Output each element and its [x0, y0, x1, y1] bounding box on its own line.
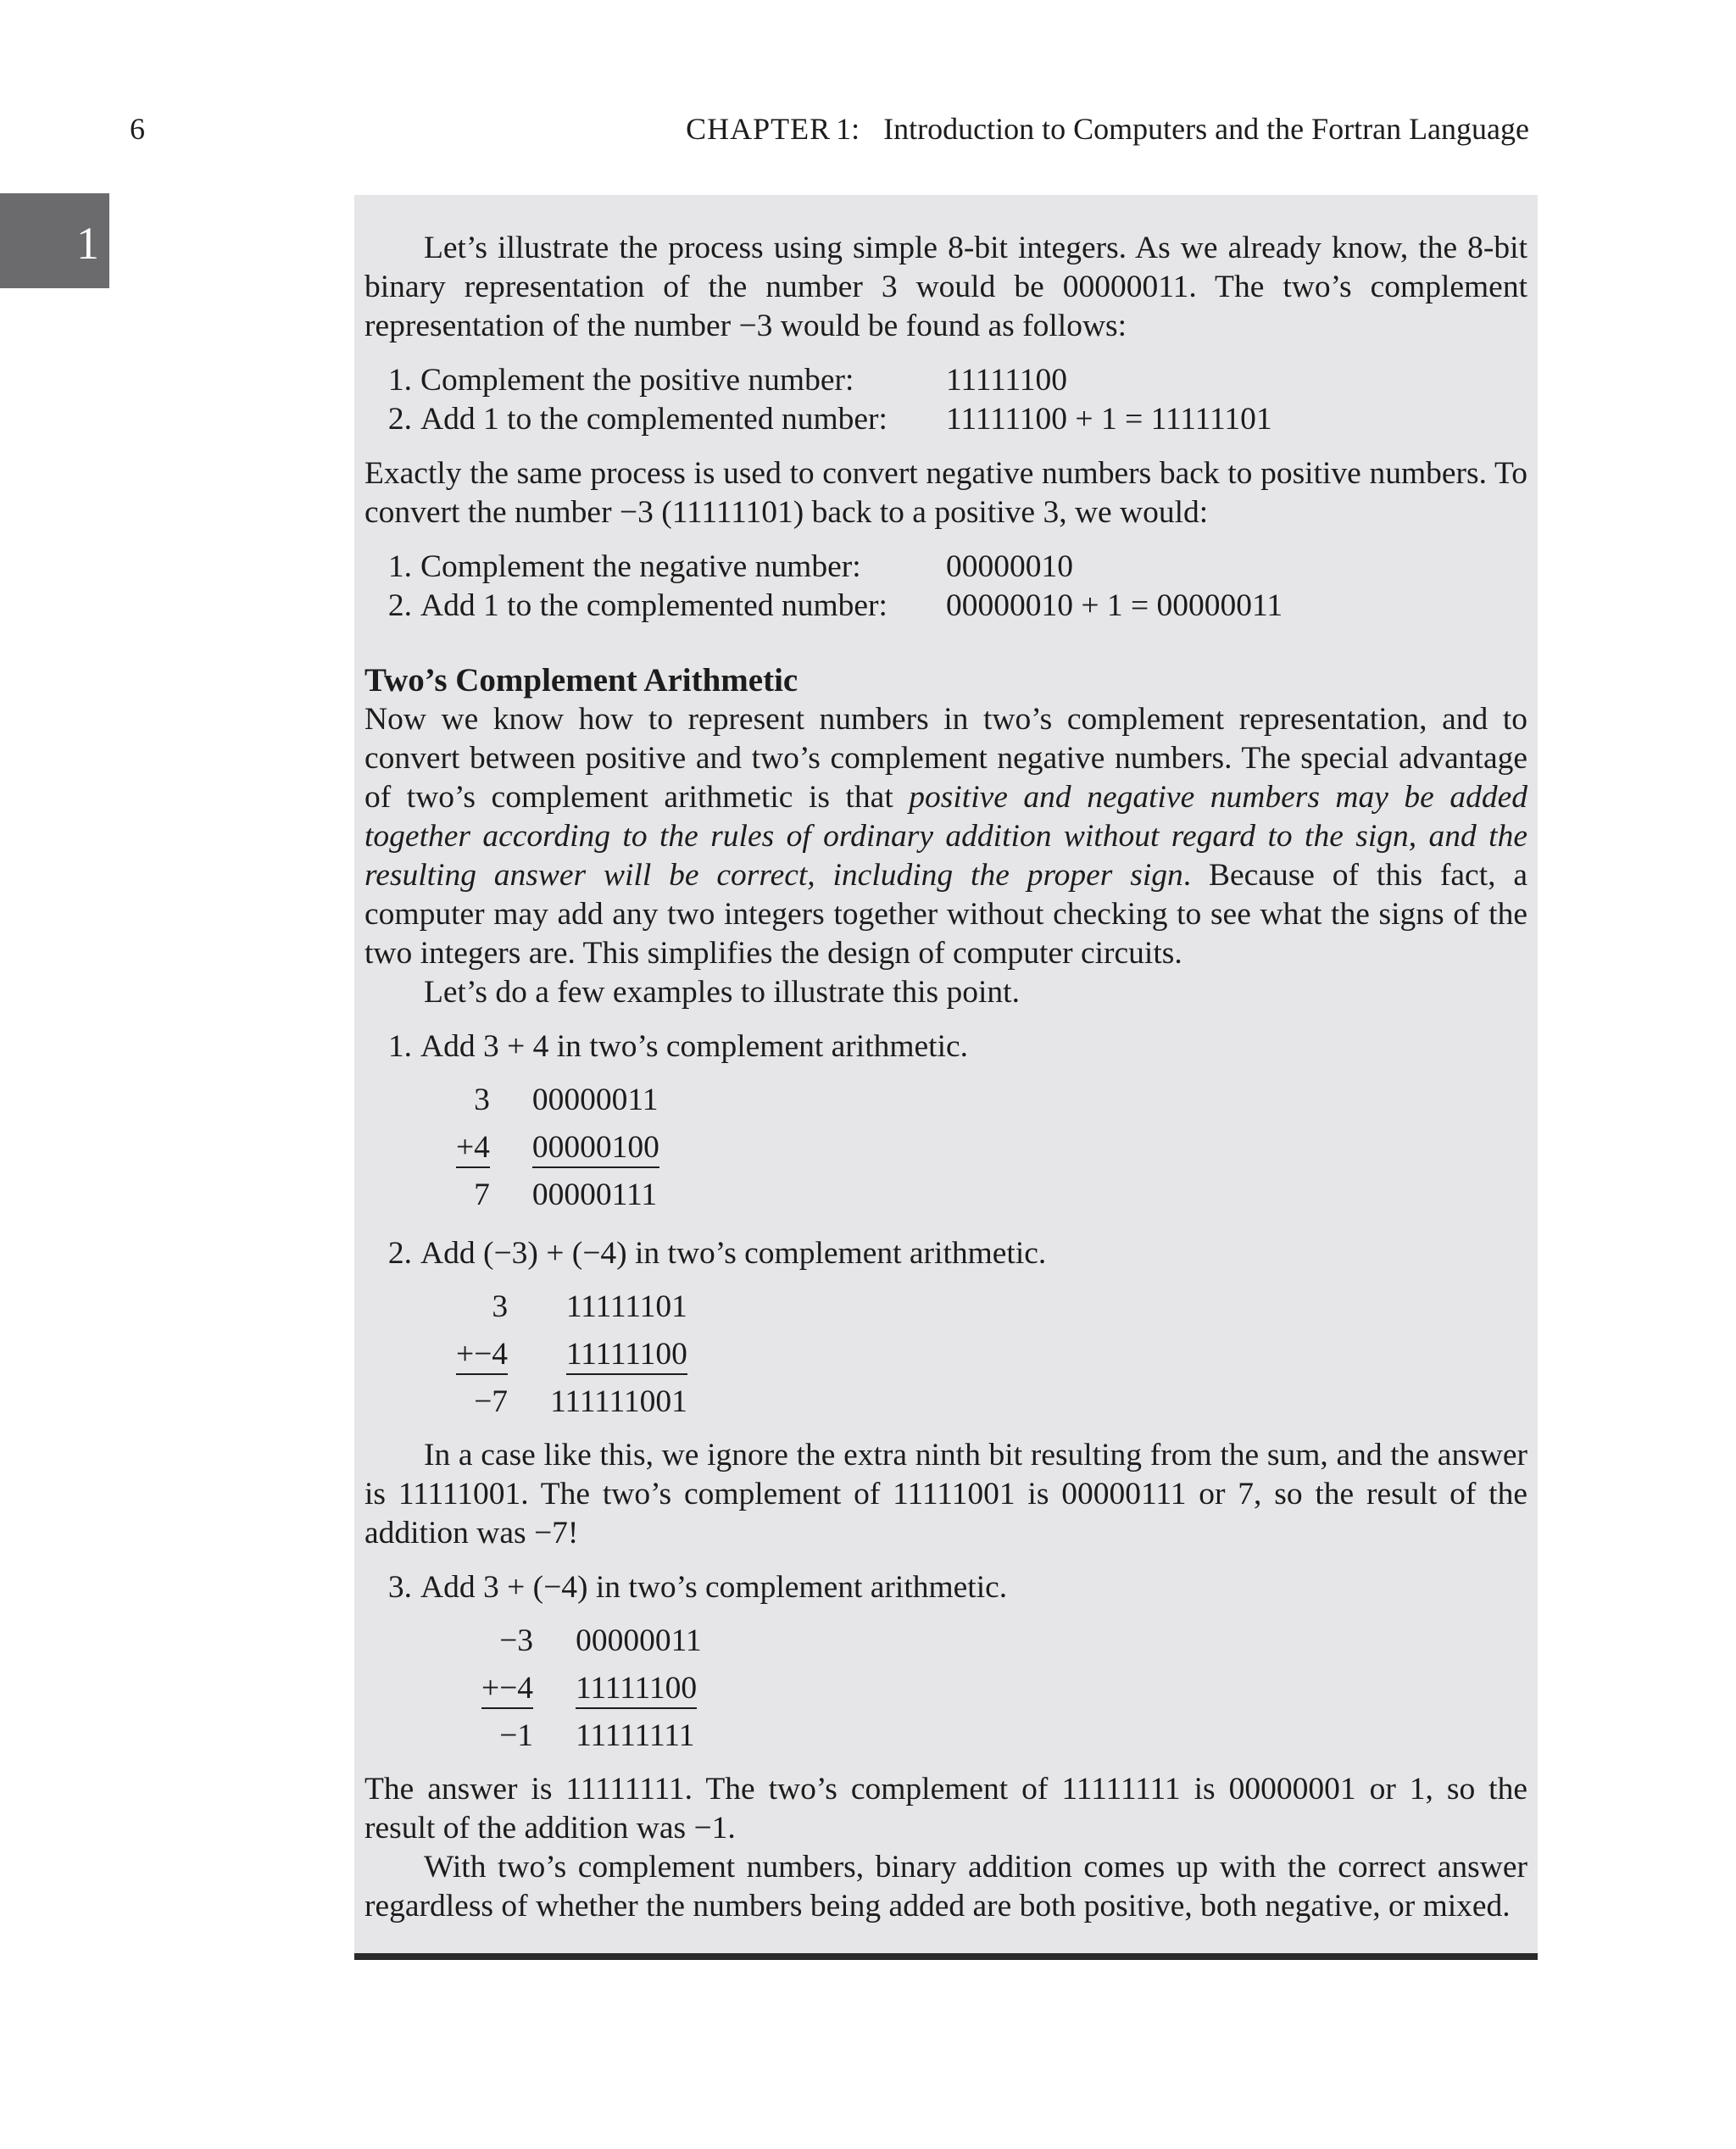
- chapter-title: Introduction to Computers and the Fortran Language: [883, 112, 1529, 146]
- step-value: 11111100: [946, 363, 1068, 398]
- step-number: 1.: [387, 549, 412, 584]
- step-number: 2.: [387, 588, 412, 623]
- binary-value: 11111100: [550, 1331, 687, 1378]
- step-value: 00000010 + 1 = 00000011: [946, 588, 1283, 623]
- decimal-value: +−4: [456, 1331, 508, 1378]
- binary-value: 00000011: [531, 1083, 659, 1117]
- binary-value: 11111111: [576, 1718, 695, 1753]
- step-text: Complement the positive number:: [420, 363, 854, 398]
- step-text: Complement the negative number:: [420, 549, 861, 584]
- running-head: [686, 111, 1529, 147]
- decimal-value: −1: [499, 1718, 534, 1753]
- complement-steps-positive: [364, 361, 1527, 439]
- sum-row: [456, 1124, 659, 1172]
- binary-value: 11111101: [565, 1289, 687, 1324]
- sum-row: [481, 1617, 702, 1665]
- example-number: 2.: [387, 1236, 412, 1271]
- example-text: Add (−3) + (−4) in two’s complement arithmetic.: [420, 1236, 1047, 1271]
- binary-value: 11111100: [576, 1665, 702, 1712]
- sum-row: [456, 1331, 687, 1378]
- decimal-value: 3: [492, 1289, 509, 1324]
- sum-row: [456, 1077, 659, 1124]
- decimal-value: −7: [474, 1384, 509, 1419]
- step-row: [364, 361, 1527, 400]
- binary-value: 00000100: [532, 1124, 659, 1172]
- sum-row: [456, 1378, 687, 1426]
- arithmetic-text-start: Now we know how to represent numbers in two’s complement representation, and to convert between positive and two’s complement negative numbers. The special advantage of two’s complement arithmetic is that: [364, 702, 1527, 815]
- example-1-sum: [456, 1077, 659, 1219]
- step-row: [364, 400, 1527, 439]
- sum-row: [456, 1172, 659, 1219]
- example-2-sum: [456, 1283, 687, 1426]
- example-number: 3.: [387, 1570, 412, 1605]
- step-number: 1.: [387, 363, 412, 398]
- sidebar-box: [354, 195, 1538, 1960]
- sum-row: [481, 1712, 702, 1760]
- ninth-bit-paragraph: In a case like this, we ignore the extra ninth bit resulting from the sum, and the answer is 11111001. The two’s complement of 11111001 is 00000111 or 7, so the result of the addition was −7!: [364, 1438, 1527, 1551]
- step-value: 00000010: [946, 549, 1073, 584]
- complement-steps-negative: [364, 548, 1527, 626]
- intro-paragraph: Let’s illustrate the process using simple 8-bit integers. As we already know, the 8-bit binary representation of the number 3 would be 00000011. The two’s complement representation of the number −3 would be found as follows:: [364, 231, 1527, 343]
- binary-value: 00000011: [576, 1623, 702, 1658]
- binary-value: 00000111: [531, 1177, 658, 1212]
- decimal-value: 7: [474, 1177, 490, 1212]
- conclusion-paragraph: With two’s complement numbers, binary addition comes up with the correct answer regardless of whether the numbers being added are both positive, both negative, or mixed.: [364, 1850, 1527, 1924]
- example-text: Add 3 + (−4) in two’s complement arithmetic.: [420, 1570, 1008, 1605]
- example-3: [364, 1568, 1527, 1607]
- binary-value: 111111001: [550, 1384, 687, 1419]
- example-1: [364, 1027, 1527, 1066]
- sum-row: [481, 1665, 702, 1712]
- step-text: Add 1 to the complemented number:: [420, 402, 887, 437]
- example-3-sum: [481, 1617, 702, 1760]
- decimal-value: +4: [456, 1124, 490, 1172]
- sidebar-content: [364, 229, 1527, 1926]
- chapter-label: CHAPTER: [686, 112, 832, 146]
- page-number: 6: [130, 112, 145, 146]
- decimal-value: 3: [474, 1083, 490, 1117]
- section-heading: Two’s Complement Arithmetic: [364, 662, 798, 699]
- example-text: Add 3 + 4 in two’s complement arithmetic.: [420, 1029, 969, 1064]
- convert-back-paragraph: Exactly the same process is used to convert negative numbers back to positive numbers. To convert the number −3 (11111101) back to a positive 3, we would:: [364, 456, 1527, 530]
- step-row: [364, 548, 1527, 587]
- sum-row: [456, 1283, 687, 1331]
- step-text: Add 1 to the complemented number:: [420, 588, 887, 623]
- step-row: [364, 587, 1527, 626]
- chapter-thumb-tab: 1: [0, 193, 109, 288]
- example-number: 1.: [387, 1029, 412, 1064]
- examples-intro: Let’s do a few examples to illustrate this point.: [424, 975, 1020, 1010]
- chapter-number: 1:: [836, 112, 860, 146]
- step-number: 2.: [387, 402, 412, 437]
- arithmetic-emphasis: positive and negative numbers may be added together according to the rules of ordinary addition without regard to the sign, and the resulting answer will be correct, including the proper sign: [364, 780, 1527, 893]
- step-value: 11111100 + 1 = 11111101: [946, 402, 1272, 437]
- arithmetic-text-end: . Because of this fact, a computer may add any two integers together without checking to see what the signs of the two integers are. This simplifies the design of computer circuits.: [364, 858, 1527, 971]
- answer-paragraph: The answer is 11111111. The two’s complement of 11111111 is 00000001 or 1, so the result of the addition was −1.: [364, 1772, 1527, 1846]
- example-2: [364, 1234, 1527, 1273]
- arithmetic-paragraph: [364, 700, 1527, 973]
- decimal-value: +−4: [481, 1665, 533, 1712]
- decimal-value: −3: [499, 1623, 534, 1658]
